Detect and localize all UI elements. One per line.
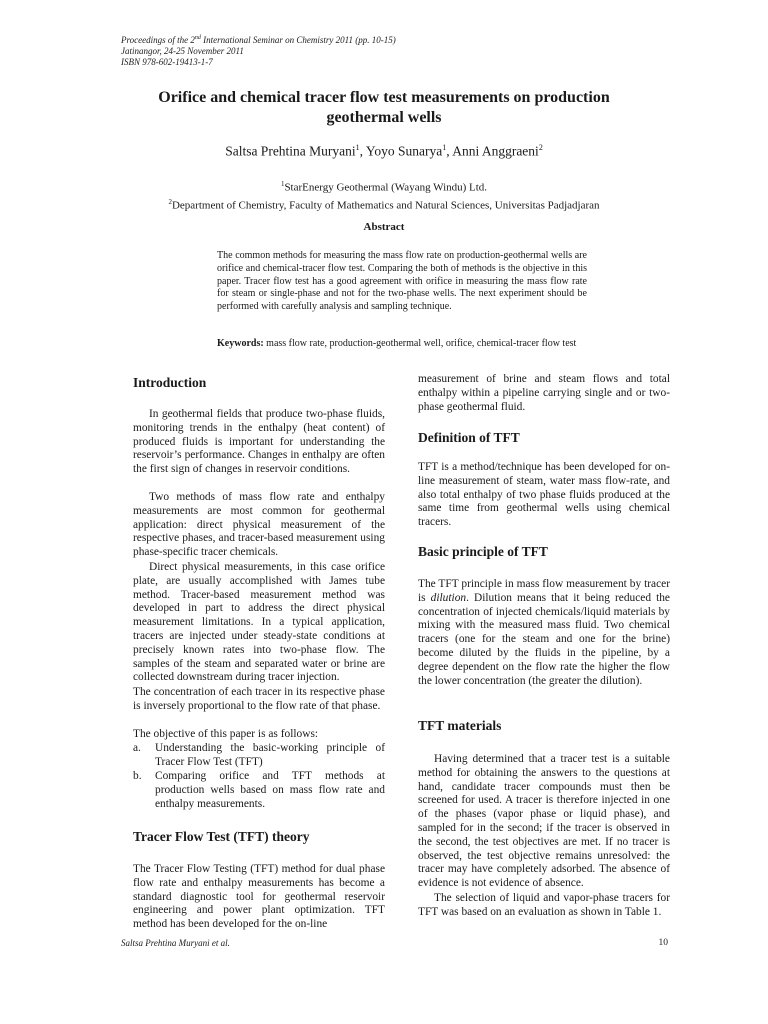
abstract-heading: Abstract — [363, 221, 405, 233]
proceedings-header — [121, 33, 396, 68]
materials-paragraph-1: Having determined that a tracer test is a suitable method for obtaining the answers to the questions at hand, candidate tracer compounds must then be screened for used. A tracer is therefore injected in one of the phases (vapor phase or liquid phase), and sampled for in the second; if the tracer is observed in the second, the test objectives are met. If no tracer is observed, the test objective remains unresolved: the tracer may have completely adsorbed. The absence of evidence is not evidence of absence. — [418, 753, 670, 890]
objective-item-b: b. Comparing orifice and TFT methods at production wells based on mass flow rate and enthalpy measurements. — [133, 770, 385, 810]
intro-paragraph-3: Direct physical measurements, in this case orifice plate, are usually accomplished with James tube method. Tracer-based measurement method was developed in part to address the direct physical measurement limitations. In a typical application, tracers are injected under steady-state conditions at precisely known rates into two-phase flow. The samples of the steam and separated water or brine are collected downstream during tracer injection. — [133, 561, 385, 684]
affiliation-1: $^1$StarEnergy Geothermal (Wayang Windu) Ltd. — [280, 180, 488, 194]
materials-paragraph-2: The selection of liquid and vapor-phase tracers for TFT was based on an evaluation as shown in Table 1. — [418, 892, 670, 918]
intro-paragraph-5: The objective of this paper is as follows: — [133, 728, 319, 740]
intro-paragraph-2: Two methods of mass flow rate and enthalpy measurements are most common for geothermal application: direct physical measurement of the respective phases, and tracer-based measurement using phase-specific tracer chemicals. — [133, 491, 385, 559]
header-line-3: ISBN 978-602-19413-1-7 — [121, 57, 213, 67]
definition-paragraph: TFT is a method/technique has been developed for on-line measurement of steam, water mass flow-rate, and also total enthalpy of two phase fluids produced at the same time from geothermal wells using chemical tracers. — [418, 461, 670, 529]
section-heading-basic-principle: Basic principle of TFT — [418, 544, 548, 559]
affiliation-2: $^2$Department of Chemistry, Faculty of Mathematics and Natural Sciences, Universitas Padjadjaran — [168, 197, 600, 212]
section-heading-introduction: Introduction — [133, 375, 207, 390]
affiliations — [80, 177, 688, 212]
page-number: 10 — [658, 938, 668, 948]
objective-item-a: a. Understanding the basic-working principle of Tracer Flow Test (TFT) — [133, 742, 385, 768]
section-heading-tft-materials: TFT materials — [418, 718, 502, 733]
section-heading-tft-theory: Tracer Flow Test (TFT) theory — [133, 829, 310, 844]
keywords: Keywords: mass flow rate, production-geothermal well, orifice, chemical-tracer flow test — [217, 338, 577, 349]
section-heading-definition: Definition of TFT — [418, 430, 520, 445]
theory-paragraph-1: The Tracer Flow Testing (TFT) method for dual phase flow rate and enthalpy measurements has become a standard diagnostic tool for geothermal reservoir engineering and power plant optimization. TFT method has been developed for the on-line — [133, 863, 385, 931]
author-list: Saltsa Prehtina Muryani$^1$, Yoyo Sunarya$^1$, Anni Anggraeni$^2$ — [225, 143, 543, 159]
abstract-text: The common methods for measuring the mass flow rate on production-geothermal wells are orifice and chemical-tracer flow test. Comparing the both of methods is the objective in this paper. Tracer flow test has a good agreement with orifice in measuring the mass flow rate for steam or single-phase and not for the two-phase wells. The next experiment should be performed with carefully analysis and sampling technique. — [217, 250, 587, 313]
basic-principle-paragraph: The TFT principle in mass flow measurement by tracer is dilution. Dilution means that it being reduced the concentration of injected chemicals/liquid materials by mixing with the measured mass fluid. Two chemical tracers (one for the steam and one for the brine) become diluted by the fluids in the pipeline, by a degree dependent on the flow rate the higher the flow the lower concentration (the greater the dilution). — [418, 578, 670, 687]
continued-paragraph: measurement of brine and steam flows and total enthalpy within a pipeline carrying single and or two-phase geothermal fluid. — [418, 373, 670, 413]
intro-paragraph-1: In geothermal fields that produce two-phase fluids, monitoring trends in the enthalpy (heat content) of produced fluids is important for understanding the reservoir’s performance. Changes in enthalpy are often the first sign of changes in reservoir conditions. — [133, 408, 385, 476]
footer-author: Saltsa Prehtina Muryani et al. — [121, 938, 230, 948]
intro-paragraph-4: The concentration of each tracer in its respective phase is inversely proportional to the flow rate of that phase. — [133, 686, 385, 712]
header-line-1: Proceedings of the 2nd International Seminar on Chemistry 2011 (pp. 10-15) — [121, 35, 396, 45]
paper-title: Orifice and chemical tracer flow test measurements on production geothermal wells — [158, 89, 610, 126]
header-line-2: Jatinangor, 24-25 November 2011 — [121, 46, 244, 56]
